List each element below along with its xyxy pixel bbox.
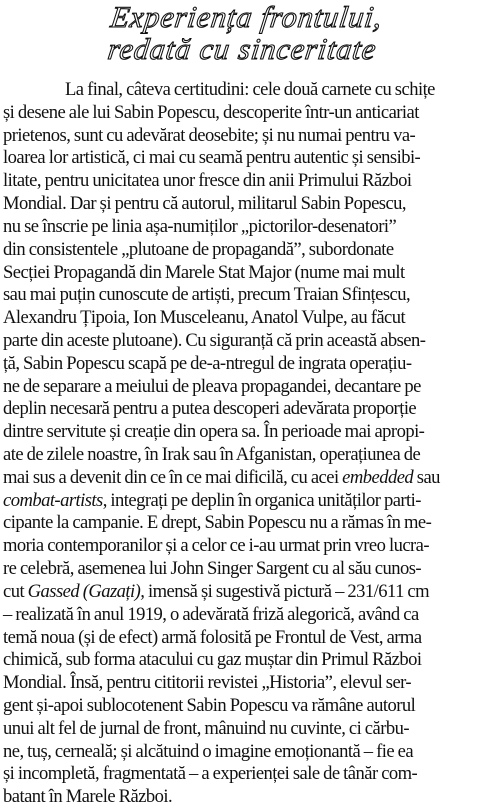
text-line: – realizată în anul 1919, o adevărată friză alegorică, având ca bbox=[3, 603, 419, 625]
text-line: Mondial. Însă, pentru cititorii revistei „Historia”, elevul ser- bbox=[3, 672, 412, 694]
text-line: prietenos, sunt cu adevărat deosebite; și nu numai pentru va- bbox=[3, 124, 416, 146]
text-line: gent și-apoi sublocotenent Sabin Popescu va rămâne autorul bbox=[3, 694, 416, 716]
text-line: batant în Marele Război. bbox=[3, 786, 173, 808]
text-line: temă noua (și de efect) armă folosită pe Frontul de Vest, arma bbox=[3, 626, 422, 648]
text-line: chimică, sub forma atacului cu gaz muștar din Primul Război bbox=[3, 649, 422, 671]
text-line: re celebră, asemenea lui John Singer Sargent cu al său cunos- bbox=[3, 558, 422, 580]
text-line: nu se înscrie pe linia așa-numiților „pictorilor-desenatori” bbox=[3, 215, 397, 237]
text-line: ță, Sabin Popescu scapă pe de-a-ntregul de ingrata operațiu- bbox=[3, 352, 412, 374]
text-line: ne de separare a meiului de pleava propagandei, decantare pe bbox=[3, 375, 421, 397]
text-fragment: imensă și sugestivă pictură – 231/611 cm bbox=[144, 580, 430, 602]
text-line: cipante la campanie. E drept, Sabin Popescu nu a rămas în me- bbox=[3, 512, 432, 534]
text-fragment: mai sus a devenit din ce în ce mai dificilă, cu acei bbox=[3, 466, 343, 488]
text-line: moria contemporanilor și a celor ce i-au urmat prin vreo lucra- bbox=[3, 535, 430, 557]
text-line: loarea lor artistică, ci mai cu seamă pentru autentic și sensibi- bbox=[3, 147, 421, 169]
article-body bbox=[3, 79, 486, 809]
text-line: și desene ale lui Sabin Popescu, descoperite într-un anticariat bbox=[3, 101, 419, 123]
title-line-1: Experiența frontului, bbox=[108, 1, 385, 34]
text-fragment: sau bbox=[413, 466, 440, 488]
text-line: parte din aceste plutoane). Cu siguranță că prin această absen- bbox=[3, 329, 426, 351]
text-line: Alexandru Țipoia, Ion Musceleanu, Anatol Vulpe, au făcut bbox=[3, 307, 406, 329]
text-fragment: , integrați pe deplin în organica unităților parti- bbox=[102, 489, 421, 511]
text-line: litate, pentru unicitatea unor fresce din anii Primului Război bbox=[3, 170, 412, 192]
text-line-embedded bbox=[3, 467, 486, 490]
text-line: deplin necesară pentru a putea descoperi adevărata proporție bbox=[3, 398, 417, 420]
italic-term-embedded: embedded bbox=[342, 466, 414, 488]
text-line: ne, tuș, cerneală; și alcătuind o imagine emoționantă – fie ea bbox=[3, 740, 414, 762]
text-line: unui alt fel de jurnal de front, mânuind nu cuvinte, ci cărbu- bbox=[3, 717, 409, 739]
title-line-2: redată cu sinceritate bbox=[105, 33, 379, 66]
text-line: dintre servitute și creație din opera sa. În perioade mai apropi- bbox=[3, 421, 425, 443]
text-line: Mondial. Dar și pentru că autorul, militarul Sabin Popescu, bbox=[3, 193, 407, 215]
text-line: La final, câteva certitudini: cele două carnete cu schițe bbox=[65, 79, 435, 100]
article-title bbox=[0, 2, 489, 66]
text-line: Secției Propagandă din Marele Stat Major (nume mai mult bbox=[3, 261, 405, 283]
text-line: ate de zilele noastre, în Irak sau în Afganistan, operațiunea de bbox=[3, 444, 421, 465]
text-line: din consistentele „plutoane de propagandă”, subordonate bbox=[3, 238, 394, 260]
italic-term-combat-artists: combat-artists bbox=[3, 489, 103, 511]
text-fragment: cut bbox=[3, 580, 28, 602]
text-line: și incompletă, fragmentată – a experienței sale de tânăr com- bbox=[3, 763, 418, 785]
italic-artwork-title: Gassed (Gazați), bbox=[27, 580, 145, 602]
text-line: sau mai puțin cunoscute de artiști, precum Traian Sfințescu, bbox=[3, 284, 411, 306]
text-line-combat-artists bbox=[3, 490, 486, 513]
text-line-gassed bbox=[3, 581, 486, 604]
